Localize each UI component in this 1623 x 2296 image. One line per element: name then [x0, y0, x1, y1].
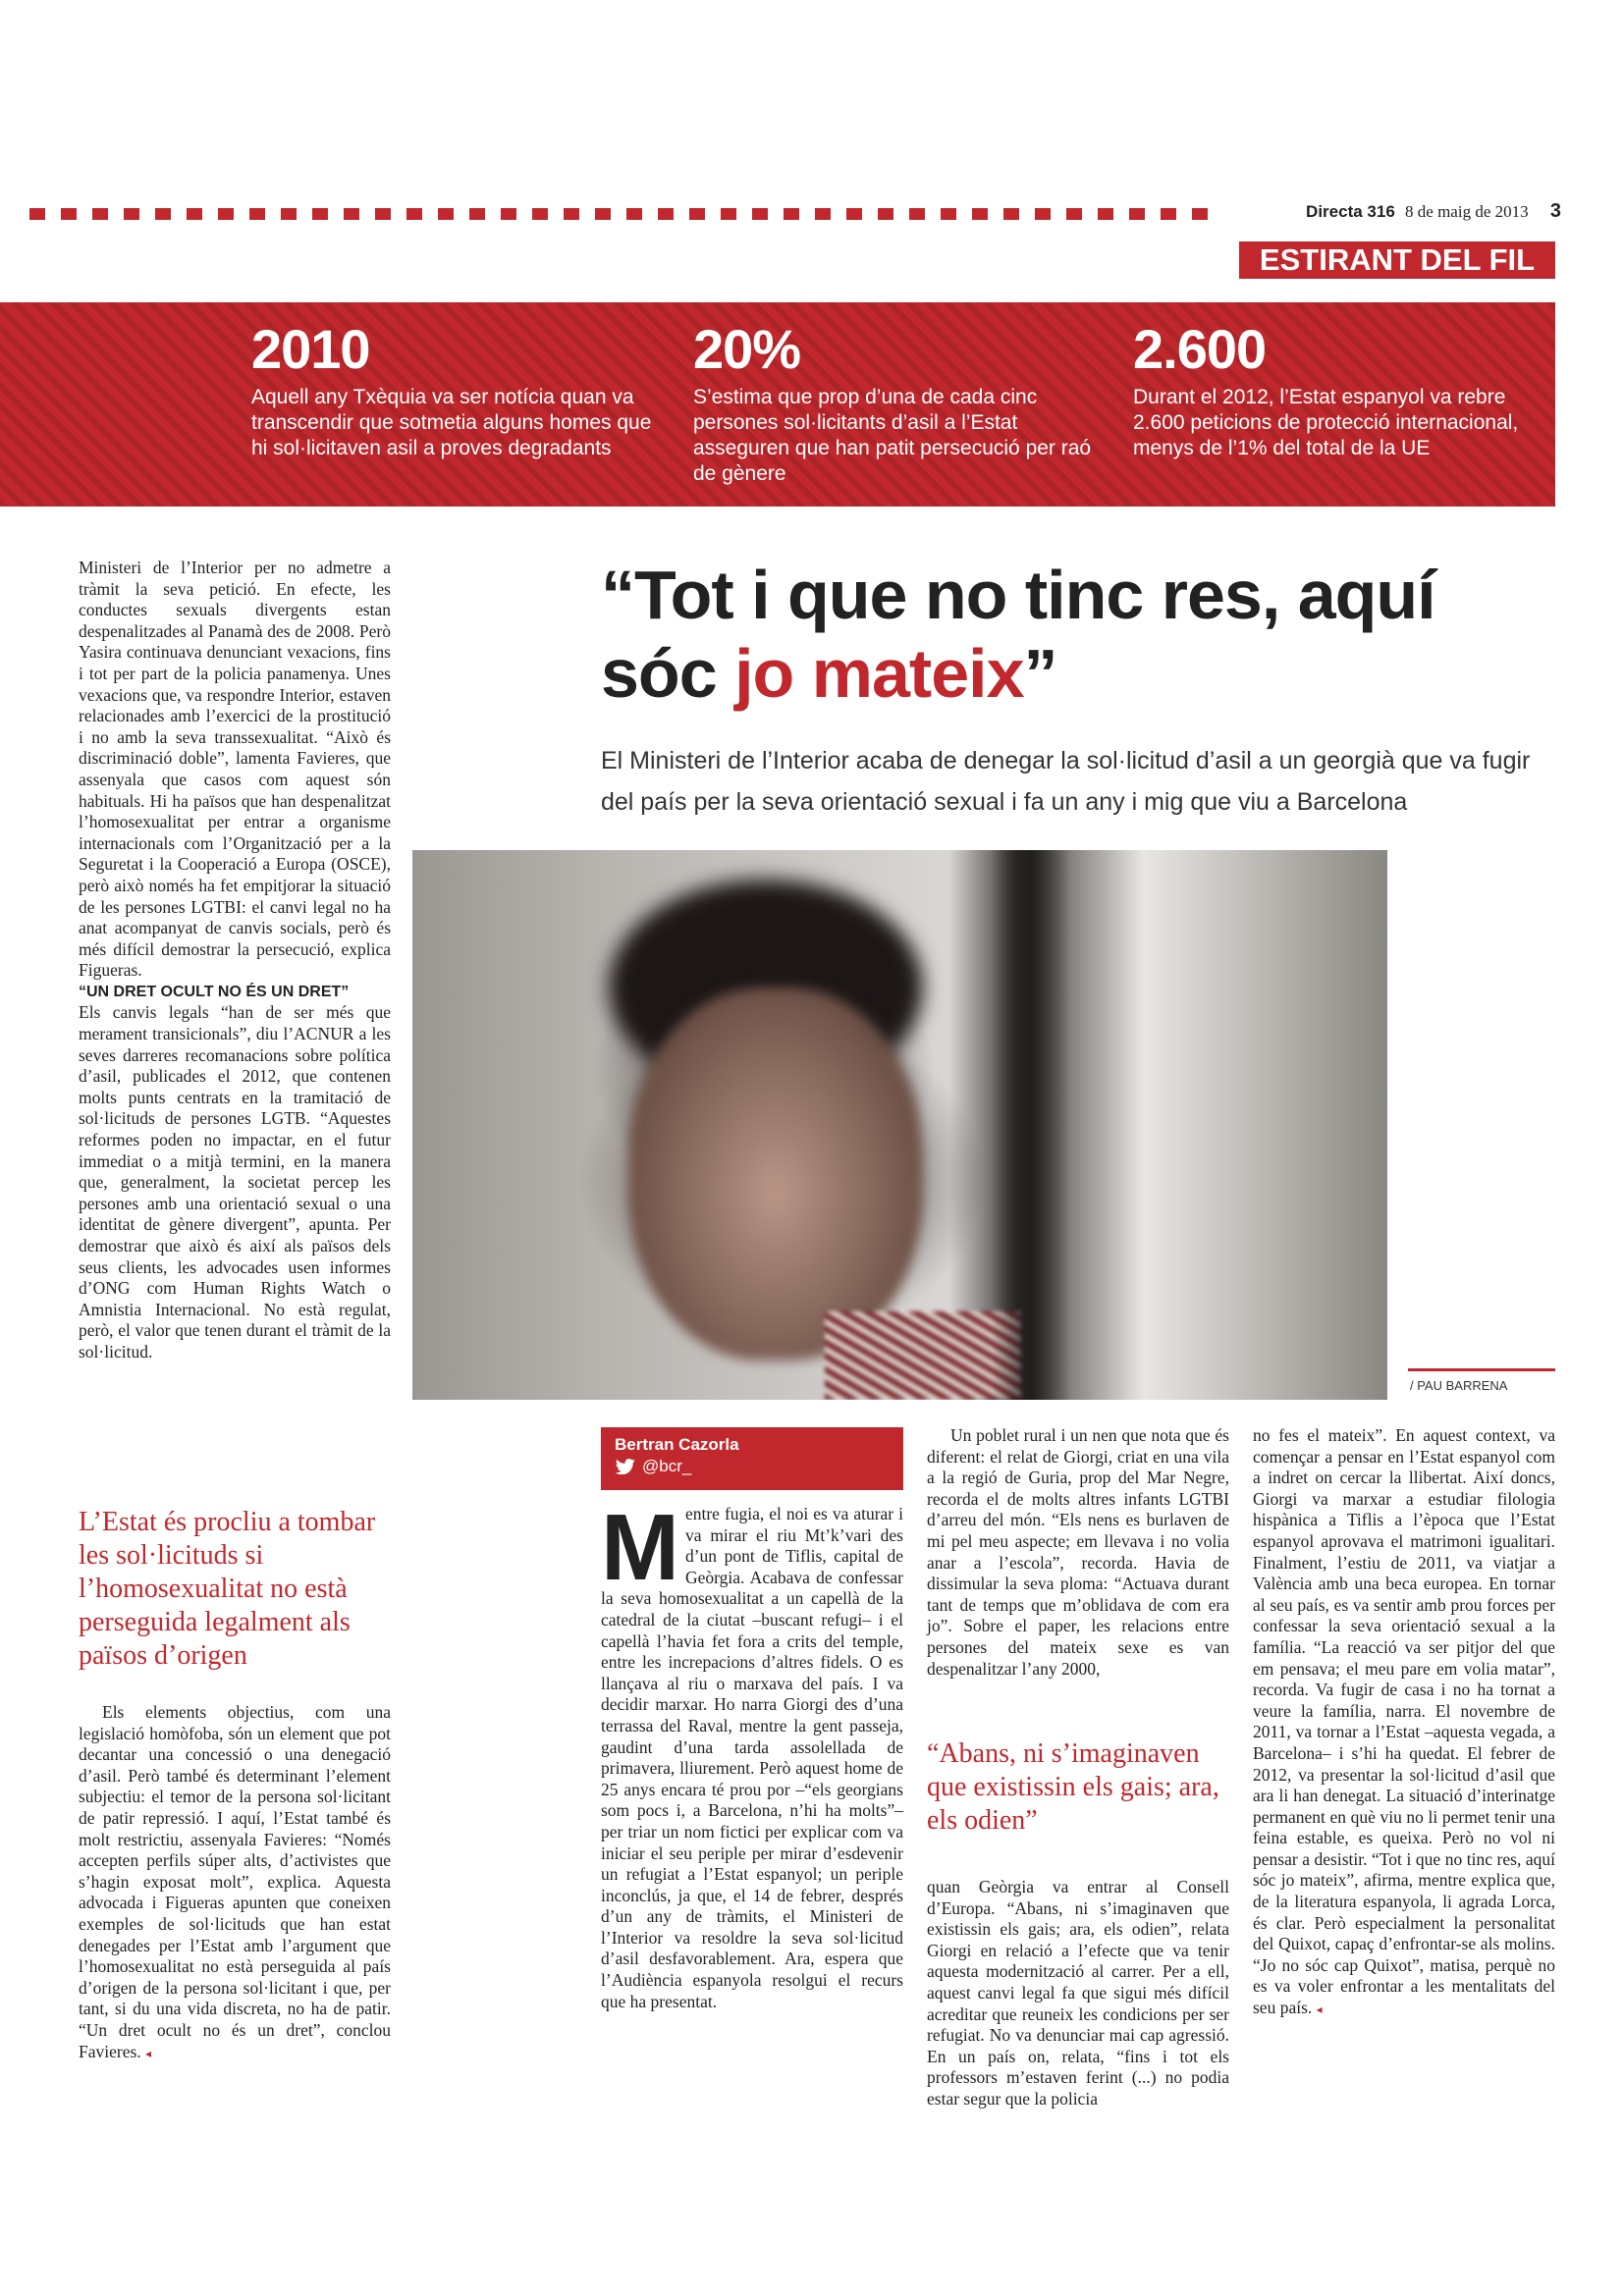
stat-text: Aquell any Txèquia va ser notícia quan va transcendir que sotmetia alguns homes que hi sol·licitaven asil a proves degradants [251, 386, 652, 459]
publication-name: Directa 316 [1306, 202, 1395, 221]
paragraph: Els canvis legals “han de ser més que merament transicionals”, diu l’ACNUR a les seves darreres recomanacions sobre política d’asil, publicades el 2012, que contenen molts punts centrats en la tramitació de sol·licituds de persones LGTB. “Aquestes reformes poden no impactar, en el futur immediat o a mitjà termini, en la manera que, generalment, la societat percep les persones amb una orientació sexual o una identitat de gènere divergent”, apunta. Per demostrar que això és així als països dels seus clients, les advocades usen informes d’ONG com Human Rights Watch o Amnistia Internacional. No està regulat, però, el valor que tenen durant el tràmit de la sol·licitud. [79, 1002, 391, 1362]
paragraph: Ministeri de l’Interior per no admetre a tràmit la seva petició. En efecte, les conductes sexuals divergents estan despenalitzades al Panamà des de 2008. Però Yasira continuava denunciant vexacions, fins i tot per part de la policia panamenya. Unes vexacions que, va respondre Interior, estaven relacionades amb l’exercici de la prostitució i no amb la seva transsexualitat. “Això és discriminació doble”, lamenta Favieres, que assenyala que casos com aquest són habituals. Hi ha països que han despenalitzat l’homosexualitat per entrar a organisme internacionals com l’Organització per a la Seguretat i la Cooperació a Europa (OSCE), però això només ha fet empitjorar la situació de les persones LGTBI: el canvi legal no ha anat acompanyat de canvis socials, però és més difícil demostrar la persecució, explica Figueras. [79, 558, 391, 981]
twitter-handle: @bcr_ [642, 1457, 692, 1475]
subheading: “UN DRET OCULT NO ÉS UN DRET” [79, 983, 350, 1000]
stat-text: S’estima que prop d’una de cada cinc persones sol·licitants d’asil a l’Estat asseguren que han patit persecució per raó de gènere [693, 386, 1092, 485]
left-column-bottom [79, 1702, 391, 2064]
page-number: 3 [1549, 200, 1561, 222]
stat-value: 2010 [251, 318, 370, 380]
author-twitter[interactable] [601, 1455, 903, 1476]
paragraph: Un poblet rural i un nen que nota que és diferent: el relat de Giorgi, criat en una vila a la regió de Guria, prop del Mar Negre, recorda el de molts altres infants LGTBI d’arreu del món. “Els nens es burlaven de mi pel meu aspecte; em llevava i no volia anar a l’escola”, recorda. Havia de dissimular la seva ploma: “Actuava durant tant de temps que m’oblidava de com era jo”. Sobre el paper, les relacions entre persones del mateix sexe es van despenalitzar l’any 2000, [927, 1425, 1229, 1679]
headline-part1: “Tot i que no tinc res, aquí sóc [601, 557, 1435, 712]
author-name: Bertran Cazorla [615, 1435, 739, 1454]
end-mark-icon: ◂ [145, 2046, 152, 2060]
pull-quote: L’Estat és procliu a tombar les sol·licituds si l’homosexualitat no està perseguida legalment als països d’origen [79, 1507, 376, 1671]
section-tag: ESTIRANT DEL FIL [1239, 241, 1555, 279]
paragraph: entre fugia, el noi es va aturar i va mirar el riu Mt’k’vari des d’un pont de Tiflis, capital de Geòrgia. Acabava de confessar la seva homosexualitat a un capellà de la catedral de la ciutat –buscant refugi– i el capellà l’havia fet fora a crits del temple, entre les increpacions d’altres fidels. O es llançava al riu o marxava del país. I va decidir marxar. Ho narra Giorgi des d’una terrassa del Raval, mentre la gent passeja, gaudint d’una tarda assolellada de primavera, lliurement. Però aquest home de 25 anys encara té prou por –“els georgians som pocs i, a Barcelona, n’hi ha molts”– per triar un nom fictici per explicar com va iniciar el seu periple per mirar d’esdevenir un refugiat a l’Estat espanyol; un periple inconclús, ja que, el 14 de febrer, després d’un any de tràmits, el Ministeri de l’Interior va resoldre la seva sol·licitud d’asil desfavorablement. Ara, espera que l’Audiència espanyola resolgui el recurs que ha presentat. [601, 1504, 903, 2011]
headline [601, 556, 1543, 713]
stats-band [0, 302, 1555, 507]
paragraph: no fes el mateix”. En aquest context, va començar a pensar en l’Estat espanyol com a indret on cercar la llibertat. Així doncs, Giorgi va marxar a estudiar filologia hispànica a Tiflis a l’època que l’Estat espanyol aprovava el matrimoni igualitari. Finalment, l’estiu de 2011, va viatjar a València amb una beca europea. En tornar al seu país, es va sentir amb prou forces per confessar la seva orientació sexual a la família. “La reacció va ser pitjor del que em pensava; el meu pare em volia matar”, recorda. Va fugir de casa i no ha tornat a veure la família, narra. El novembre de 2011, va tornar a l’Estat –aquesta vegada, a Barcelona– i s’hi ha quedat. El febrer de 2012, va presentar la sol·licitud d’asil que ara li han denegat. La situació d’interinatge permanent en què viu no li permet tenir una feina estable, es queixa. Però no vol ni pensar a desistir. “Tot i que no tinc res, aquí sóc jo mateix”, afirma, mentre explica que, de la literatura espanyola, li agrada Lorca, és clar. Però especialment la personalitat del Quixot, capaç d’enfrontar-se als molins. “Jo no sóc cap Quixot”, matisa, perquè no es va voler enfrontar a les mentalitats del seu país. [1253, 1425, 1555, 2018]
issue-date: 8 de maig de 2013 [1405, 202, 1529, 221]
article-column-1 [601, 1495, 903, 2012]
article-photo [412, 850, 1387, 1400]
left-column [79, 558, 391, 1363]
pull-quote: “Abans, ni s’imaginaven que existissin els gais; ara, els odien” [927, 1738, 1219, 1836]
headline-part2: ” [1023, 635, 1057, 712]
article-column-2 [927, 1425, 1229, 1680]
end-mark-icon: ◂ [1316, 2002, 1323, 2017]
byline [601, 1427, 903, 1490]
drop-cap: M [601, 1495, 679, 1600]
stat-block [251, 318, 664, 461]
photo-shadow [992, 850, 1070, 1400]
stat-value: 2.600 [1133, 318, 1267, 380]
stat-block [1133, 318, 1545, 461]
paragraph: quan Geòrgia va entrar al Consell d’Europa. “Abans, ni s’imaginaven que existissin els gais; ara, els odien”, relata Giorgi en relació a l’efecte que va tenir aquesta modernització al carrer. Per a ell, aquest canvi legal fa que sigui més difícil acreditar que reuneix les condicions per ser refugiat. No va denunciar mai cap agressió. En un país on, relata, “fins i tot els professors m’estaven ferint (...) no podia estar segur que la policia [927, 1877, 1229, 2109]
stat-block [693, 318, 1106, 487]
article-column-2-bottom [927, 1877, 1229, 2110]
photo-credit: / PAU BARRENA [1410, 1378, 1508, 1393]
stat-value: 20% [693, 318, 801, 380]
paragraph: Els elements objectius, com una legislació homòfoba, són un element que pot decantar una concessió o una denegació d’asil. Però també és determinant l’element subjectiu: el temor de la persona sol·licitant de patir repressió. I aquí, l’Estat també és molt restrictiu, assenyala Favieres: “Només accepten perfils súper alts, d’activistes que s’hagin exposat molt”, explica. Aquesta advocada i Figueras apunten que coneixen exemples de sol·licituds que han estat denegades per l’Estat amb l’argument que l’homosexualitat no està perseguida al país d’origen de la persona sol·licitant i que, per tant, si du una vida discreta, no ha de patir. “Un dret ocult no és un dret”, conclou Favieres. [79, 1702, 391, 2061]
top-dashed-rule [29, 208, 1217, 220]
article-column-3 [1253, 1425, 1555, 2021]
headline-highlight: jo mateix [734, 635, 1024, 712]
stat-text: Durant el 2012, l’Estat espanyol va rebre 2.600 peticions de protecció internacional, menys de l’1% del total de la UE [1133, 386, 1519, 459]
masthead [1267, 200, 1561, 223]
dek: El Ministeri de l’Interior acaba de denegar la sol·licitud d’asil a un georgià que va fugir del país per la seva orientació sexual i fa un any i mig que viu a Barcelona [601, 747, 1531, 816]
photo-face-shape [628, 988, 923, 1361]
photo-credit-rule [1408, 1368, 1555, 1371]
twitter-bird-icon [615, 1459, 636, 1474]
